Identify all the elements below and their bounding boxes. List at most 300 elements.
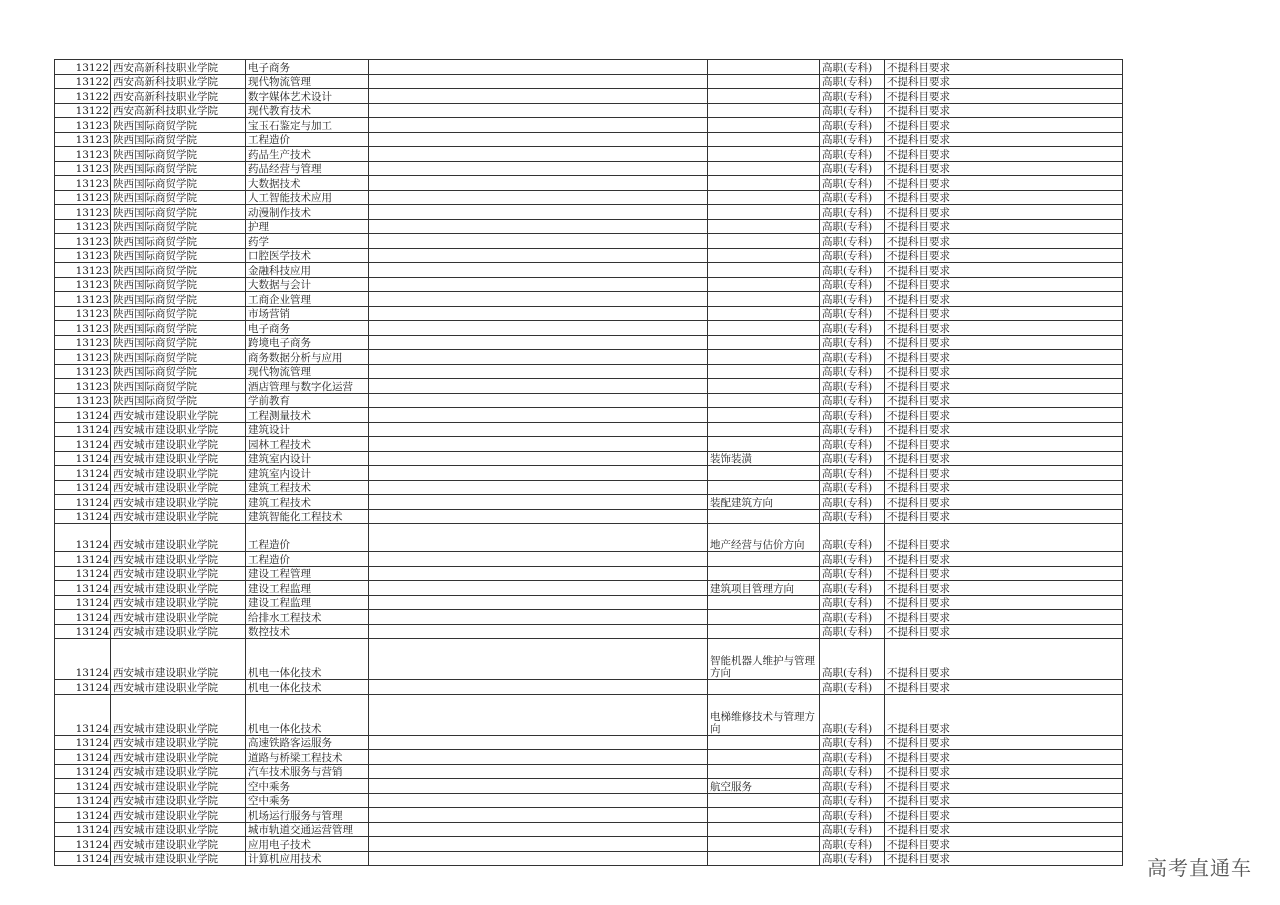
- major-name-cell: 机电一体化技术: [246, 680, 369, 695]
- school-code-cell: 13124: [55, 581, 111, 596]
- major-note-cell: [369, 680, 708, 695]
- school-name-cell: 西安高新科技职业学院: [111, 89, 246, 104]
- table-row: [55, 750, 1123, 765]
- major-name-cell: 金融科技应用: [246, 263, 369, 278]
- subject-requirement-cell: 不提科目要求: [885, 764, 1123, 779]
- major-note-cell: [369, 219, 708, 234]
- major-direction-cell: [708, 808, 820, 823]
- school-code-cell: 13123: [55, 321, 111, 336]
- major-direction-cell: [708, 466, 820, 481]
- school-code-cell: 13123: [55, 205, 111, 220]
- table-row: [55, 509, 1123, 524]
- major-direction-cell: [708, 822, 820, 837]
- level-cell: 高职(专科): [820, 103, 885, 118]
- major-direction-cell: [708, 60, 820, 75]
- subject-requirement-cell: 不提科目要求: [885, 176, 1123, 191]
- school-code-cell: 13123: [55, 335, 111, 350]
- major-name-cell: 建筑室内设计: [246, 466, 369, 481]
- school-code-cell: 13124: [55, 610, 111, 625]
- major-name-cell: 工商企业管理: [246, 292, 369, 307]
- major-direction-cell: 航空服务: [708, 779, 820, 794]
- level-cell: 高职(专科): [820, 74, 885, 89]
- level-cell: 高职(专科): [820, 393, 885, 408]
- major-name-cell: 现代教育技术: [246, 103, 369, 118]
- level-cell: 高职(专科): [820, 750, 885, 765]
- major-direction-cell: [708, 176, 820, 191]
- major-name-cell: 数控技术: [246, 624, 369, 639]
- table-row: [55, 466, 1123, 481]
- school-name-cell: 西安城市建设职业学院: [111, 822, 246, 837]
- school-code-cell: 13123: [55, 190, 111, 205]
- table-row: [55, 524, 1123, 552]
- school-code-cell: 13123: [55, 350, 111, 365]
- major-name-cell: 药学: [246, 234, 369, 249]
- school-code-cell: 13124: [55, 480, 111, 495]
- school-name-cell: 西安城市建设职业学院: [111, 566, 246, 581]
- admission-table: [54, 59, 1123, 866]
- major-direction-cell: [708, 851, 820, 866]
- table-row: [55, 176, 1123, 191]
- level-cell: 高职(专科): [820, 176, 885, 191]
- major-name-cell: 电子商务: [246, 321, 369, 336]
- school-name-cell: 西安城市建设职业学院: [111, 552, 246, 567]
- major-note-cell: [369, 263, 708, 278]
- subject-requirement-cell: 不提科目要求: [885, 350, 1123, 365]
- table-row: [55, 610, 1123, 625]
- school-name-cell: 陕西国际商贸学院: [111, 364, 246, 379]
- level-cell: 高职(专科): [820, 451, 885, 466]
- major-name-cell: 现代物流管理: [246, 74, 369, 89]
- school-name-cell: 陕西国际商贸学院: [111, 118, 246, 133]
- school-name-cell: 陕西国际商贸学院: [111, 335, 246, 350]
- major-direction-cell: [708, 422, 820, 437]
- subject-requirement-cell: 不提科目要求: [885, 103, 1123, 118]
- major-note-cell: [369, 451, 708, 466]
- table-row: [55, 132, 1123, 147]
- major-name-cell: 空中乘务: [246, 793, 369, 808]
- table-row: [55, 335, 1123, 350]
- school-code-cell: 13124: [55, 793, 111, 808]
- school-code-cell: 13124: [55, 680, 111, 695]
- school-code-cell: 13122: [55, 74, 111, 89]
- school-name-cell: 陕西国际商贸学院: [111, 176, 246, 191]
- major-direction-cell: [708, 764, 820, 779]
- school-code-cell: 13124: [55, 750, 111, 765]
- school-code-cell: 13124: [55, 851, 111, 866]
- subject-requirement-cell: 不提科目要求: [885, 277, 1123, 292]
- school-code-cell: 13124: [55, 822, 111, 837]
- major-direction-cell: [708, 837, 820, 852]
- table-row: [55, 437, 1123, 452]
- subject-requirement-cell: 不提科目要求: [885, 60, 1123, 75]
- major-note-cell: [369, 581, 708, 596]
- subject-requirement-cell: 不提科目要求: [885, 89, 1123, 104]
- subject-requirement-cell: 不提科目要求: [885, 552, 1123, 567]
- major-direction-cell: [708, 219, 820, 234]
- table-row: [55, 480, 1123, 495]
- level-cell: 高职(专科): [820, 610, 885, 625]
- major-direction-cell: [708, 234, 820, 249]
- level-cell: 高职(专科): [820, 466, 885, 481]
- major-name-cell: 护理: [246, 219, 369, 234]
- level-cell: 高职(专科): [820, 205, 885, 220]
- level-cell: 高职(专科): [820, 161, 885, 176]
- school-name-cell: 西安城市建设职业学院: [111, 750, 246, 765]
- level-cell: 高职(专科): [820, 639, 885, 680]
- level-cell: 高职(专科): [820, 509, 885, 524]
- major-direction-cell: [708, 89, 820, 104]
- major-note-cell: [369, 764, 708, 779]
- school-code-cell: 13123: [55, 161, 111, 176]
- major-note-cell: [369, 552, 708, 567]
- major-name-cell: 城市轨道交通运营管理: [246, 822, 369, 837]
- major-note-cell: [369, 335, 708, 350]
- school-code-cell: 13123: [55, 219, 111, 234]
- major-name-cell: 园林工程技术: [246, 437, 369, 452]
- table-row: [55, 581, 1123, 596]
- major-name-cell: 建筑工程技术: [246, 480, 369, 495]
- major-note-cell: [369, 735, 708, 750]
- table-row: [55, 680, 1123, 695]
- major-name-cell: 电子商务: [246, 60, 369, 75]
- major-name-cell: 酒店管理与数字化运营: [246, 379, 369, 394]
- level-cell: 高职(专科): [820, 524, 885, 552]
- major-note-cell: [369, 408, 708, 423]
- major-note-cell: [369, 437, 708, 452]
- level-cell: 高职(专科): [820, 263, 885, 278]
- level-cell: 高职(专科): [820, 306, 885, 321]
- school-name-cell: 西安城市建设职业学院: [111, 764, 246, 779]
- level-cell: 高职(专科): [820, 793, 885, 808]
- major-direction-cell: [708, 364, 820, 379]
- major-direction-cell: [708, 277, 820, 292]
- table-row: [55, 764, 1123, 779]
- table-row: [55, 248, 1123, 263]
- level-cell: 高职(专科): [820, 219, 885, 234]
- school-name-cell: 陕西国际商贸学院: [111, 248, 246, 263]
- major-name-cell: 建筑设计: [246, 422, 369, 437]
- school-code-cell: 13124: [55, 451, 111, 466]
- major-direction-cell: [708, 147, 820, 162]
- school-name-cell: 陕西国际商贸学院: [111, 292, 246, 307]
- major-note-cell: [369, 595, 708, 610]
- level-cell: 高职(专科): [820, 132, 885, 147]
- table-row: [55, 103, 1123, 118]
- level-cell: 高职(专科): [820, 89, 885, 104]
- major-note-cell: [369, 74, 708, 89]
- school-code-cell: 13124: [55, 735, 111, 750]
- level-cell: 高职(专科): [820, 735, 885, 750]
- school-name-cell: 陕西国际商贸学院: [111, 234, 246, 249]
- school-name-cell: 西安城市建设职业学院: [111, 735, 246, 750]
- major-name-cell: 跨境电子商务: [246, 335, 369, 350]
- major-name-cell: 宝玉石鉴定与加工: [246, 118, 369, 133]
- table-row: [55, 822, 1123, 837]
- major-note-cell: [369, 566, 708, 581]
- school-name-cell: 陕西国际商贸学院: [111, 190, 246, 205]
- major-note-cell: [369, 89, 708, 104]
- major-direction-cell: [708, 750, 820, 765]
- level-cell: 高职(专科): [820, 234, 885, 249]
- table-row: [55, 552, 1123, 567]
- school-name-cell: 西安城市建设职业学院: [111, 624, 246, 639]
- school-name-cell: 西安城市建设职业学院: [111, 437, 246, 452]
- school-code-cell: 13123: [55, 176, 111, 191]
- table-row: [55, 393, 1123, 408]
- major-direction-cell: [708, 735, 820, 750]
- subject-requirement-cell: 不提科目要求: [885, 190, 1123, 205]
- major-name-cell: 动漫制作技术: [246, 205, 369, 220]
- level-cell: 高职(专科): [820, 292, 885, 307]
- major-name-cell: 给排水工程技术: [246, 610, 369, 625]
- subject-requirement-cell: 不提科目要求: [885, 822, 1123, 837]
- level-cell: 高职(专科): [820, 680, 885, 695]
- major-name-cell: 汽车技术服务与营销: [246, 764, 369, 779]
- level-cell: 高职(专科): [820, 694, 885, 735]
- major-note-cell: [369, 779, 708, 794]
- subject-requirement-cell: 不提科目要求: [885, 495, 1123, 510]
- table-row: [55, 422, 1123, 437]
- major-direction-cell: [708, 118, 820, 133]
- major-direction-cell: [708, 680, 820, 695]
- school-name-cell: 陕西国际商贸学院: [111, 205, 246, 220]
- level-cell: 高职(专科): [820, 118, 885, 133]
- major-note-cell: [369, 610, 708, 625]
- major-name-cell: 口腔医学技术: [246, 248, 369, 263]
- major-direction-cell: [708, 624, 820, 639]
- major-direction-cell: [708, 335, 820, 350]
- major-name-cell: 道路与桥梁工程技术: [246, 750, 369, 765]
- major-name-cell: 工程造价: [246, 524, 369, 552]
- level-cell: 高职(专科): [820, 822, 885, 837]
- subject-requirement-cell: 不提科目要求: [885, 480, 1123, 495]
- school-code-cell: 13124: [55, 595, 111, 610]
- major-name-cell: 工程测量技术: [246, 408, 369, 423]
- table-row: [55, 161, 1123, 176]
- school-name-cell: 陕西国际商贸学院: [111, 147, 246, 162]
- major-direction-cell: 智能机器人维护与管理方向: [708, 639, 820, 680]
- major-note-cell: [369, 234, 708, 249]
- major-note-cell: [369, 639, 708, 680]
- major-name-cell: 建筑智能化工程技术: [246, 509, 369, 524]
- level-cell: 高职(专科): [820, 364, 885, 379]
- subject-requirement-cell: 不提科目要求: [885, 161, 1123, 176]
- school-code-cell: 13123: [55, 393, 111, 408]
- level-cell: 高职(专科): [820, 190, 885, 205]
- major-direction-cell: [708, 103, 820, 118]
- major-note-cell: [369, 321, 708, 336]
- major-name-cell: 大数据与会计: [246, 277, 369, 292]
- major-note-cell: [369, 60, 708, 75]
- subject-requirement-cell: 不提科目要求: [885, 393, 1123, 408]
- major-name-cell: 高速铁路客运服务: [246, 735, 369, 750]
- subject-requirement-cell: 不提科目要求: [885, 581, 1123, 596]
- school-name-cell: 西安城市建设职业学院: [111, 610, 246, 625]
- major-direction-cell: [708, 566, 820, 581]
- subject-requirement-cell: 不提科目要求: [885, 234, 1123, 249]
- school-code-cell: 13124: [55, 509, 111, 524]
- school-code-cell: 13123: [55, 118, 111, 133]
- school-name-cell: 西安城市建设职业学院: [111, 509, 246, 524]
- subject-requirement-cell: 不提科目要求: [885, 147, 1123, 162]
- level-cell: 高职(专科): [820, 808, 885, 823]
- subject-requirement-cell: 不提科目要求: [885, 779, 1123, 794]
- table-body: [55, 60, 1123, 866]
- subject-requirement-cell: 不提科目要求: [885, 292, 1123, 307]
- major-name-cell: 建设工程监理: [246, 595, 369, 610]
- subject-requirement-cell: 不提科目要求: [885, 837, 1123, 852]
- major-note-cell: [369, 524, 708, 552]
- school-code-cell: 13124: [55, 437, 111, 452]
- major-note-cell: [369, 306, 708, 321]
- school-code-cell: 13123: [55, 364, 111, 379]
- major-direction-cell: [708, 248, 820, 263]
- level-cell: 高职(专科): [820, 779, 885, 794]
- major-note-cell: [369, 103, 708, 118]
- major-note-cell: [369, 205, 708, 220]
- school-name-cell: 陕西国际商贸学院: [111, 277, 246, 292]
- school-name-cell: 陕西国际商贸学院: [111, 350, 246, 365]
- subject-requirement-cell: 不提科目要求: [885, 466, 1123, 481]
- school-code-cell: 13124: [55, 779, 111, 794]
- major-note-cell: [369, 364, 708, 379]
- school-name-cell: 西安城市建设职业学院: [111, 851, 246, 866]
- major-direction-cell: 建筑项目管理方向: [708, 581, 820, 596]
- subject-requirement-cell: 不提科目要求: [885, 639, 1123, 680]
- level-cell: 高职(专科): [820, 581, 885, 596]
- major-note-cell: [369, 248, 708, 263]
- school-code-cell: 13124: [55, 764, 111, 779]
- subject-requirement-cell: 不提科目要求: [885, 451, 1123, 466]
- major-note-cell: [369, 422, 708, 437]
- subject-requirement-cell: 不提科目要求: [885, 624, 1123, 639]
- table-row: [55, 306, 1123, 321]
- table-row: [55, 624, 1123, 639]
- subject-requirement-cell: 不提科目要求: [885, 321, 1123, 336]
- school-name-cell: 西安城市建设职业学院: [111, 451, 246, 466]
- table-row: [55, 379, 1123, 394]
- school-name-cell: 西安城市建设职业学院: [111, 422, 246, 437]
- major-direction-cell: [708, 306, 820, 321]
- school-name-cell: 西安城市建设职业学院: [111, 466, 246, 481]
- school-code-cell: 13123: [55, 147, 111, 162]
- school-name-cell: 西安城市建设职业学院: [111, 793, 246, 808]
- level-cell: 高职(专科): [820, 851, 885, 866]
- school-code-cell: 13124: [55, 837, 111, 852]
- table-row: [55, 595, 1123, 610]
- subject-requirement-cell: 不提科目要求: [885, 205, 1123, 220]
- school-name-cell: 西安城市建设职业学院: [111, 779, 246, 794]
- major-note-cell: [369, 509, 708, 524]
- major-note-cell: [369, 808, 708, 823]
- major-note-cell: [369, 480, 708, 495]
- school-name-cell: 西安城市建设职业学院: [111, 495, 246, 510]
- school-name-cell: 西安高新科技职业学院: [111, 103, 246, 118]
- school-name-cell: 西安城市建设职业学院: [111, 694, 246, 735]
- major-direction-cell: [708, 610, 820, 625]
- table-row: [55, 219, 1123, 234]
- subject-requirement-cell: 不提科目要求: [885, 422, 1123, 437]
- major-name-cell: 建设工程管理: [246, 566, 369, 581]
- subject-requirement-cell: 不提科目要求: [885, 680, 1123, 695]
- school-code-cell: 13122: [55, 60, 111, 75]
- school-code-cell: 13124: [55, 422, 111, 437]
- major-direction-cell: [708, 74, 820, 89]
- level-cell: 高职(专科): [820, 566, 885, 581]
- major-note-cell: [369, 495, 708, 510]
- school-code-cell: 13123: [55, 234, 111, 249]
- subject-requirement-cell: 不提科目要求: [885, 132, 1123, 147]
- major-note-cell: [369, 750, 708, 765]
- major-name-cell: 工程造价: [246, 132, 369, 147]
- major-direction-cell: [708, 132, 820, 147]
- major-name-cell: 建筑工程技术: [246, 495, 369, 510]
- major-name-cell: 数字媒体艺术设计: [246, 89, 369, 104]
- major-name-cell: 药品生产技术: [246, 147, 369, 162]
- major-direction-cell: [708, 393, 820, 408]
- level-cell: 高职(专科): [820, 624, 885, 639]
- table-row: [55, 639, 1123, 680]
- school-code-cell: 13124: [55, 524, 111, 552]
- school-name-cell: 西安城市建设职业学院: [111, 595, 246, 610]
- table-row: [55, 147, 1123, 162]
- major-name-cell: 市场营销: [246, 306, 369, 321]
- major-name-cell: 建筑室内设计: [246, 451, 369, 466]
- school-code-cell: 13124: [55, 566, 111, 581]
- school-code-cell: 13123: [55, 248, 111, 263]
- school-code-cell: 13123: [55, 277, 111, 292]
- subject-requirement-cell: 不提科目要求: [885, 437, 1123, 452]
- school-name-cell: 西安城市建设职业学院: [111, 524, 246, 552]
- major-direction-cell: 装配建筑方向: [708, 495, 820, 510]
- level-cell: 高职(专科): [820, 437, 885, 452]
- major-note-cell: [369, 350, 708, 365]
- school-code-cell: 13124: [55, 408, 111, 423]
- major-direction-cell: 电梯维修技术与管理方向: [708, 694, 820, 735]
- subject-requirement-cell: 不提科目要求: [885, 793, 1123, 808]
- table-row: [55, 566, 1123, 581]
- level-cell: 高职(专科): [820, 495, 885, 510]
- table-row: [55, 89, 1123, 104]
- school-name-cell: 陕西国际商贸学院: [111, 393, 246, 408]
- major-note-cell: [369, 837, 708, 852]
- major-name-cell: 计算机应用技术: [246, 851, 369, 866]
- school-name-cell: 西安城市建设职业学院: [111, 581, 246, 596]
- major-direction-cell: [708, 292, 820, 307]
- major-note-cell: [369, 466, 708, 481]
- table-row: [55, 808, 1123, 823]
- school-code-cell: 13124: [55, 466, 111, 481]
- major-name-cell: 现代物流管理: [246, 364, 369, 379]
- major-name-cell: 机场运行服务与管理: [246, 808, 369, 823]
- level-cell: 高职(专科): [820, 60, 885, 75]
- school-code-cell: 13122: [55, 103, 111, 118]
- major-note-cell: [369, 793, 708, 808]
- level-cell: 高职(专科): [820, 480, 885, 495]
- table-row: [55, 851, 1123, 866]
- subject-requirement-cell: 不提科目要求: [885, 408, 1123, 423]
- major-name-cell: 机电一体化技术: [246, 639, 369, 680]
- major-name-cell: 空中乘务: [246, 779, 369, 794]
- table-row: [55, 793, 1123, 808]
- subject-requirement-cell: 不提科目要求: [885, 118, 1123, 133]
- level-cell: 高职(专科): [820, 379, 885, 394]
- level-cell: 高职(专科): [820, 764, 885, 779]
- major-direction-cell: [708, 161, 820, 176]
- school-name-cell: 陕西国际商贸学院: [111, 321, 246, 336]
- major-direction-cell: [708, 321, 820, 336]
- major-note-cell: [369, 118, 708, 133]
